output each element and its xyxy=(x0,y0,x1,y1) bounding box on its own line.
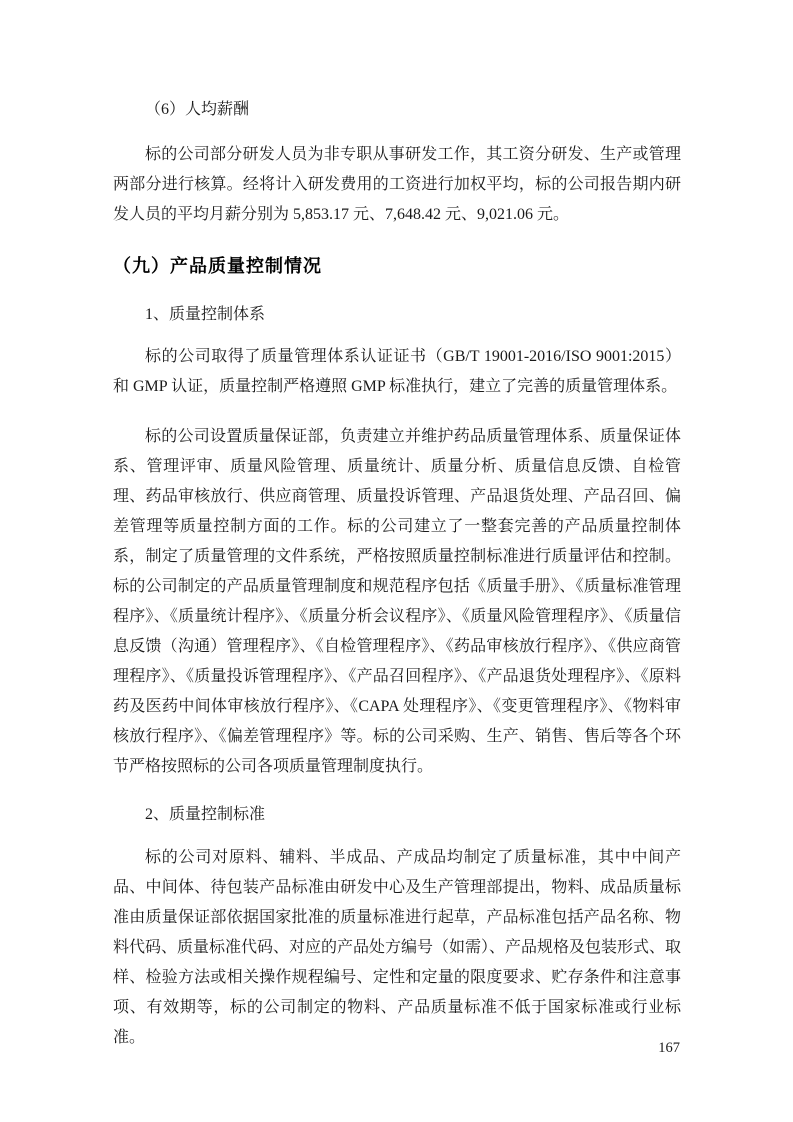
page-number: 167 xyxy=(658,1040,680,1056)
item-6-heading: （6）人均薪酬 xyxy=(145,101,250,118)
subsection-1-heading: 1、质量控制体系 xyxy=(145,306,266,323)
quality-system-paragraph: 标的公司设置质量保证部，负责建立并维护药品质量管理体系、质量保证体系、管理评审、质量风险管理、质量统计、质量分析、质量信息反馈、自检管理、药品审核放行、供应商管理、质量投诉管理、产品退货处理、产品召回、偏差管理等质量控制方面的工作。标的公司建立了一整套完善的产品质量控制体系，制定了质量管理的文件系统，严格按照质量控制标准进行质量评估和控制。标的公司制定的产品质量管理制度和规范程序包括《质量手册》、《质量标准管理程序》、《质量统计程序》、《质量分析会议程序》、《质量风险管理程序》、《质量信息反馈（沟通）管理程序》、《自检管理程序》、《药品审核放行程序》、《供应商管理程序》、《质量投诉管理程序》、《产品召回程序》、《产品退货处理程序》、《原料药及医药中间体审核放行程序》、《CAPA 处理程序》、《变更管理程序》、《物料审核放行程序》、《偏差管理程序》等。标的公司采购、生产、销售、售后等各个环节严格按照标的公司各项质量管理制度执行。 xyxy=(113,428,681,775)
salary-paragraph: 标的公司部分研发人员为非专职从事研发工作，其工资分研发、生产或管理两部分进行核算。经将计入研发费用的工资进行加权平均，标的公司报告期内研发人员的平均月薪分别为 5,853.17 元、7,648.42 元、9,021.06 元。 xyxy=(113,146,681,223)
quality-certification-paragraph: 标的公司取得了质量管理体系认证证书（GB/T 19001-2016/ISO 9001:2015）和 GMP 认证，质量控制严格遵照 GMP 标准执行，建立了完善的质量管理体系。 xyxy=(113,348,681,395)
subsection-2-heading: 2、质量控制标准 xyxy=(145,806,266,823)
section-9-heading: （九）产品质量控制情况 xyxy=(113,256,322,276)
quality-standard-paragraph: 标的公司对原料、辅料、半成品、产成品均制定了质量标准，其中中间产品、中间体、待包装产品标准由研发中心及生产管理部提出，物料、成品质量标准由质量保证部依据国家批准的质量标准进行起草，产品标准包括产品名称、物料代码、质量标准代码、对应的产品处方编号（如需）、产品规格及包装形式、取样、检验方法或相关操作规程编号、定性和定量的限度要求、贮存条件和注意事项、有效期等，标的公司制定的物料、产品质量标准不低于国家标准或行业标准。 xyxy=(113,849,682,1046)
